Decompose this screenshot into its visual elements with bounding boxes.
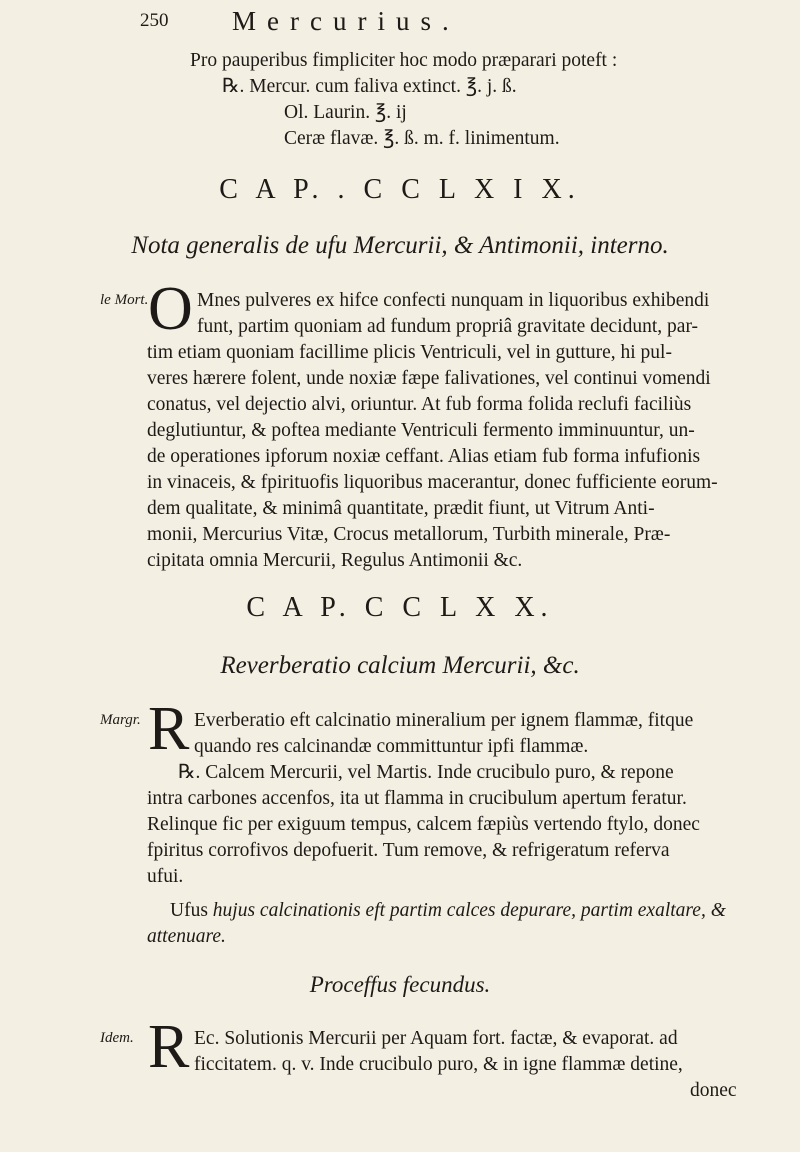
body-line: ufui. bbox=[147, 866, 184, 887]
recipe-line: ℞. Mercur. cum faliva extinct. ℥. j. ß. bbox=[222, 76, 517, 97]
body-line: monii, Mercurius Vitæ, Crocus metallorum, Turbith minerale, Præ- bbox=[147, 524, 671, 545]
body-line: fpiritus corrofivos depofuerit. Tum remove, & refrigeratum referva bbox=[147, 840, 670, 861]
page-number: 250 bbox=[140, 10, 169, 31]
body-line: in vinaceis, & fpirituofis liquoribus macerantur, donec fufficiente eorum- bbox=[147, 472, 718, 493]
body-line: funt, partim quoniam ad fundum propriâ gravitate decidunt, par- bbox=[197, 316, 699, 337]
body-line: veres hærere folent, unde noxiæ fæpe falivationes, vel continui vomendi bbox=[147, 368, 711, 389]
catchword: donec bbox=[690, 1080, 737, 1101]
process-title: Proceffus fecundus. bbox=[309, 972, 491, 997]
body-line: Mnes pulveres ex hifce confecti nunquam in liquoribus exhibendi bbox=[197, 290, 710, 311]
usus-line: attenuare. bbox=[147, 926, 226, 947]
body-line: deglutiuntur, & poftea mediante Ventriculi fermento imminuuntur, un- bbox=[147, 420, 695, 441]
chapter-title: Nota generalis de ufu Mercurii, & Antimonii, interno. bbox=[131, 232, 669, 259]
body-line: de operationes ipforum noxiæ ceffant. Alias etiam fub forma infufionis bbox=[147, 446, 701, 467]
body-line: ficcitatem. q. v. Inde crucibulo puro, & in igne flammæ detine, bbox=[194, 1054, 683, 1075]
usus-line bbox=[170, 898, 726, 924]
running-head bbox=[140, 6, 780, 40]
body-line: quando res calcinandæ committuntur ipfi flammæ. bbox=[194, 736, 589, 757]
body-line: conatus, vel dejectio alvi, oriuntur. At fub forma folida reclufi faciliùs bbox=[147, 394, 692, 415]
recipe-line: Ceræ flavæ. ℥. ß. m. f. linimentum. bbox=[284, 128, 560, 149]
running-title: Mercurius. bbox=[232, 6, 460, 36]
drop-cap: R bbox=[148, 695, 190, 763]
body-line: Ec. Solutionis Mercurii per Aquam fort. factæ, & evaporat. ad bbox=[194, 1028, 678, 1049]
drop-cap: O bbox=[148, 275, 193, 343]
drop-cap: R bbox=[148, 1013, 190, 1081]
body-line: dem qualitate, & minimâ quantitate, prædit fiunt, ut Vitrum Anti- bbox=[147, 498, 655, 519]
body-line: cipitata omnia Mercurii, Regulus Antimonii &c. bbox=[147, 550, 523, 571]
chapter-title: Reverberatio calcium Mercurii, &c. bbox=[220, 652, 580, 679]
body-line: tim etiam quoniam facillime plicis Ventriculi, vel in gutture, hi pul- bbox=[147, 342, 672, 363]
body-line: ℞. Calcem Mercurii, vel Martis. Inde crucibulo puro, & repone bbox=[178, 762, 674, 783]
recipe-line: Ol. Laurin. ℥. ij bbox=[284, 102, 407, 123]
body-line: Everberatio eft calcinatio mineralium per ignem flammæ, fitque bbox=[194, 710, 694, 731]
chapter-heading: C A P. C C L X X. bbox=[246, 592, 554, 623]
usus-lead: Ufus bbox=[170, 900, 208, 921]
chapter-heading: C A P. . C C L X I X. bbox=[219, 174, 581, 205]
body-line: Relinque fic per exiguum tempus, calcem fæpiùs vertendo ftylo, donec bbox=[147, 814, 700, 835]
margin-note: le Mort. bbox=[100, 292, 149, 308]
recipe-line: Pro pauperibus fimpliciter hoc modo præparari poteft : bbox=[190, 50, 618, 71]
body-line: intra carbones accenfos, ita ut flamma in crucibulum apertum feratur. bbox=[147, 788, 687, 809]
usus-text: hujus calcinationis eft partim calces depurare, partim exaltare, & bbox=[212, 900, 726, 921]
margin-note: Idem. bbox=[100, 1030, 134, 1046]
margin-note: Margr. bbox=[100, 712, 141, 728]
